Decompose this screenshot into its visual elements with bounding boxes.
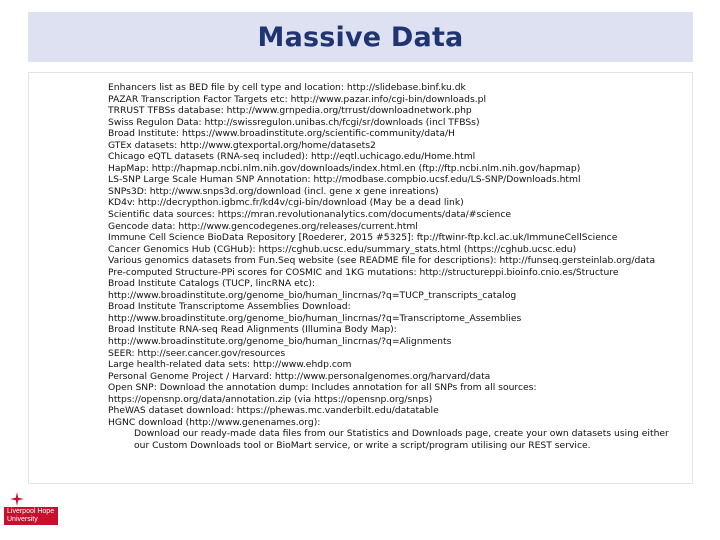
data-source-list xyxy=(108,82,698,452)
list-item: HapMap: http://hapmap.ncbi.nlm.nih.gov/downloads/index.html.en (ftp://ftp.ncbi.nlm.nih.gov/hapmap) xyxy=(108,162,581,174)
list-item: Immune Cell Science BioData Repository [Roederer, 2015 #5325]: ftp://ftwinr-ftp.kcl.ac.uk/ImmuneCellScience xyxy=(108,232,618,244)
list-item: Gencode data: http://www.gencodegenes.org/releases/current.html xyxy=(108,220,418,232)
list-item: http://www.broadinstitute.org/genome_bio/human_lincrnas/?q=Transcriptome_Assemblies xyxy=(108,312,522,324)
list-item: Pre-computed Structure-PPi scores for COSMIC and 1KG mutations: http://structureppi.bioinfo.cnio.es/Structure xyxy=(108,266,619,278)
list-item: PheWAS dataset download: https://phewas.mc.vanderbilt.edu/datatable xyxy=(108,405,439,417)
list-item: Open SNP: Download the annotation dump: Includes annotation for all SNPs from all sources: xyxy=(108,382,537,394)
list-item: http://www.broadinstitute.org/genome_bio/human_lincrnas/?q=Alignments xyxy=(108,336,452,348)
logo-line-1: Liverpool Hope xyxy=(7,508,55,515)
list-item: http://www.broadinstitute.org/genome_bio/human_lincrnas/?q=TUCP_transcripts_catalog xyxy=(108,289,517,301)
page-title: Massive Data xyxy=(257,21,464,53)
indented-list-item: our Custom Downloads tool or BioMart service, or write a script/program utilising our REST service. xyxy=(134,439,591,451)
list-item: Cancer Genomics Hub (CGHub): https://cghub.ucsc.edu/summary_stats.html (https://cghub.ucsc.edu) xyxy=(108,243,577,255)
list-item: Broad Institute Catalogs (TUCP, lincRNA etc): xyxy=(108,278,316,290)
list-item: Broad Institute RNA-seq Read Alignments (Illumina Body Map): xyxy=(108,324,397,336)
list-item: TRRUST TFBSs database: http://www.grnpedia.org/trrust/downloadnetwork.php xyxy=(108,105,472,117)
list-item: LS-SNP Large Scale Human SNP Annotation: http://modbase.compbio.ucsf.edu/LS-SNP/Downloads.html xyxy=(108,174,581,186)
list-item: GTEx datasets: http://www.gtexportal.org/home/datasets2 xyxy=(108,139,376,151)
title-banner xyxy=(28,12,693,62)
list-item: Broad Institute: https://www.broadinstitute.org/scientific-community/data/H xyxy=(108,128,455,140)
list-item: Chicago eQTL datasets (RNA-seq included): http://eqtl.uchicago.edu/Home.html xyxy=(108,151,476,163)
indented-list-item: Download our ready-made data files from our Statistics and Downloads page, create your own datasets using either xyxy=(134,428,669,440)
list-item: Broad Institute Transcriptome Assemblies Download: xyxy=(108,301,351,313)
logo-line-2: University xyxy=(7,516,38,523)
list-item: HGNC download (http://www.genenames.org): xyxy=(108,416,321,428)
list-item: SEER: http://seer.cancer.gov/resources xyxy=(108,347,286,359)
list-item: https://opensnp.org/data/annotation.zip (via https://opensnp.org/snps) xyxy=(108,393,433,405)
list-item: Large health-related data sets: http://www.ehdp.com xyxy=(108,359,352,371)
list-item: Personal Genome Project / Harvard: http://www.personalgenomes.org/harvard/data xyxy=(108,370,491,382)
university-logo xyxy=(4,492,64,538)
list-item: Enhancers list as BED file by cell type and location: http://slidebase.binf.ku.dk xyxy=(108,82,466,93)
logo-wordmark xyxy=(4,507,58,525)
list-item: SNPs3D: http://www.snps3d.org/download (incl. gene x gene inreations) xyxy=(108,185,439,197)
star-cross-icon xyxy=(10,492,24,506)
list-item: Swiss Regulon Data: http://swissregulon.unibas.ch/fcgi/sr/downloads (incl TFBSs) xyxy=(108,116,480,128)
list-item: PAZAR Transcription Factor Targets etc: http://www.pazar.info/cgi-bin/downloads.pl xyxy=(108,93,487,105)
list-item: Scientific data sources: https://mran.revolutionanalytics.com/documents/data/#science xyxy=(108,209,512,221)
list-item: KD4v: http://decrypthon.igbmc.fr/kd4v/cgi-bin/download (May be a dead link) xyxy=(108,197,464,209)
list-item: Various genomics datasets from Fun.Seq website (see README file for descriptions): http://funseq.gersteinlab.org/data xyxy=(108,255,656,267)
